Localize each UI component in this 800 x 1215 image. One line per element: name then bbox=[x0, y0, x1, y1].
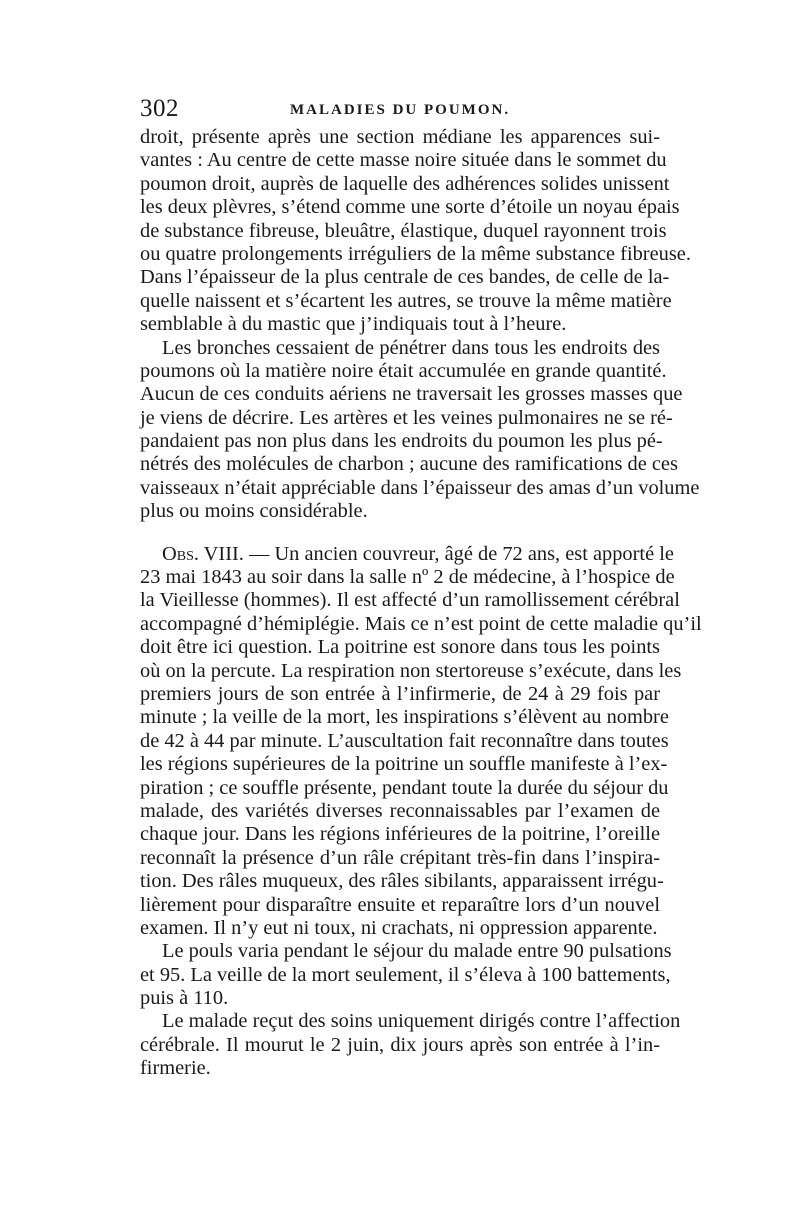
text-line: ou quatre prolongements irréguliers de la même substance fibreuse. bbox=[140, 242, 691, 265]
text-line: puis à 110. bbox=[140, 987, 229, 1010]
text-line: poumons où la matière noire était accumulée en grande quantité. bbox=[140, 359, 667, 382]
text-line: piration ; ce souffle présente, pendant toute la durée du séjour du bbox=[140, 776, 669, 799]
text-line: et 95. La veille de la mort seulement, il s’éleva à 100 battements, bbox=[140, 963, 671, 986]
running-head bbox=[140, 94, 660, 124]
paragraph-continuation bbox=[140, 126, 691, 337]
text-line: Aucun de ces conduits aériens ne traversait les grosses masses que bbox=[140, 383, 683, 406]
text-line: pandaient pas non plus dans les endroits du poumon les plus pé- bbox=[140, 430, 663, 453]
text-line: firmerie. bbox=[140, 1057, 211, 1080]
text-line: Dans l’épaisseur de la plus centrale de ces bandes, de celle de la- bbox=[140, 266, 670, 289]
text-line: lièrement pour disparaître ensuite et reparaître lors d’un nouvel bbox=[140, 893, 660, 916]
text-line: les deux plèvres, s’étend comme une sorte d’étoile un noyau épais bbox=[140, 196, 680, 219]
text-line: Le pouls varia pendant le séjour du malade entre 90 pulsations bbox=[162, 940, 672, 963]
observation-first-line: — Un ancien couvreur, âgé de 72 ans, est apporté le bbox=[243, 542, 674, 565]
text-line: accompagné d’hémiplégie. Mais ce n’est point de cette maladie qu’il bbox=[140, 612, 702, 635]
paragraph-observation-viii bbox=[140, 542, 702, 941]
text-line: de 42 à 44 par minute. L’auscultation fait reconnaître dans toutes bbox=[140, 729, 669, 752]
running-title: MALADIES DU POUMON. bbox=[290, 102, 511, 118]
text-line: reconnaît la présence d’un râle crépitant très-fin dans l’inspira- bbox=[140, 846, 660, 869]
text-line: minute ; la veille de la mort, les inspirations s’élèvent au nombre bbox=[140, 706, 669, 729]
text-line: Les bronches cessaient de pénétrer dans tous les endroits des bbox=[162, 336, 660, 359]
text-line: poumon droit, auprès de laquelle des adhérences solides unissent bbox=[140, 172, 670, 195]
text-line: examen. Il n’y eut ni toux, ni crachats, ni oppression apparente. bbox=[140, 916, 658, 939]
text-line: vaisseaux n’était appréciable dans l’épaisseur des amas d’un volume bbox=[140, 476, 700, 499]
text-line bbox=[140, 542, 674, 566]
text-line: premiers jours de son entrée à l’infirmerie, de 24 à 29 fois par bbox=[140, 682, 660, 705]
text-line: tion. Des râles muqueux, des râles sibilants, apparaissent irrégu- bbox=[140, 870, 664, 893]
text-line: les régions supérieures de la poitrine un souffle manifeste à l’ex- bbox=[140, 753, 668, 776]
text-line: Le malade reçut des soins uniquement dirigés contre l’affection bbox=[162, 1010, 681, 1033]
text-line: cérébrale. Il mourut le 2 juin, dix jours après son entrée à l’in- bbox=[140, 1033, 660, 1056]
section-gap bbox=[140, 524, 660, 543]
text-line: chaque jour. Dans les régions inférieures de la poitrine, l’oreille bbox=[140, 823, 660, 846]
text-line: droit, présente après une section médiane les apparences sui- bbox=[140, 126, 660, 148]
paragraph-pouls bbox=[140, 940, 672, 1010]
text-line: semblable à du mastic que j’indiquais tout à l’heure. bbox=[140, 313, 567, 336]
text-line: 23 mai 1843 au soir dans la salle nº 2 de médecine, à l’hospice de bbox=[140, 566, 675, 589]
text-line: où on la percute. La respiration non stertoreuse s’exécute, dans les bbox=[140, 659, 682, 682]
text-line: nétrés des molécules de charbon ; aucune des ramifications de ces bbox=[140, 453, 678, 476]
text-line: la Vieillesse (hommes). Il est affecté d’un ramollissement cérébral bbox=[140, 589, 680, 612]
text-line: de substance fibreuse, bleuâtre, élastique, duquel rayonnent trois bbox=[140, 219, 667, 242]
page-number: 302 bbox=[140, 95, 179, 122]
observation-label: Obs. VIII. bbox=[162, 542, 244, 565]
text-line: je viens de décrire. Les artères et les veines pulmonaires ne se ré- bbox=[140, 406, 673, 429]
text-line: vantes : Au centre de cette masse noire située dans le sommet du bbox=[140, 149, 667, 172]
text-line: quelle naissent et s’écartent les autres, se trouve la même matière bbox=[140, 289, 672, 312]
paragraph-mort bbox=[140, 1010, 681, 1080]
text-line: malade, des variétés diverses reconnaissables par l’examen de bbox=[140, 799, 660, 822]
text-line: plus ou moins considérable. bbox=[140, 500, 368, 523]
book-page bbox=[140, 94, 702, 1081]
paragraph-bronches bbox=[140, 336, 700, 524]
text-line: doit être ici question. La poitrine est sonore dans tous les points bbox=[140, 636, 660, 659]
